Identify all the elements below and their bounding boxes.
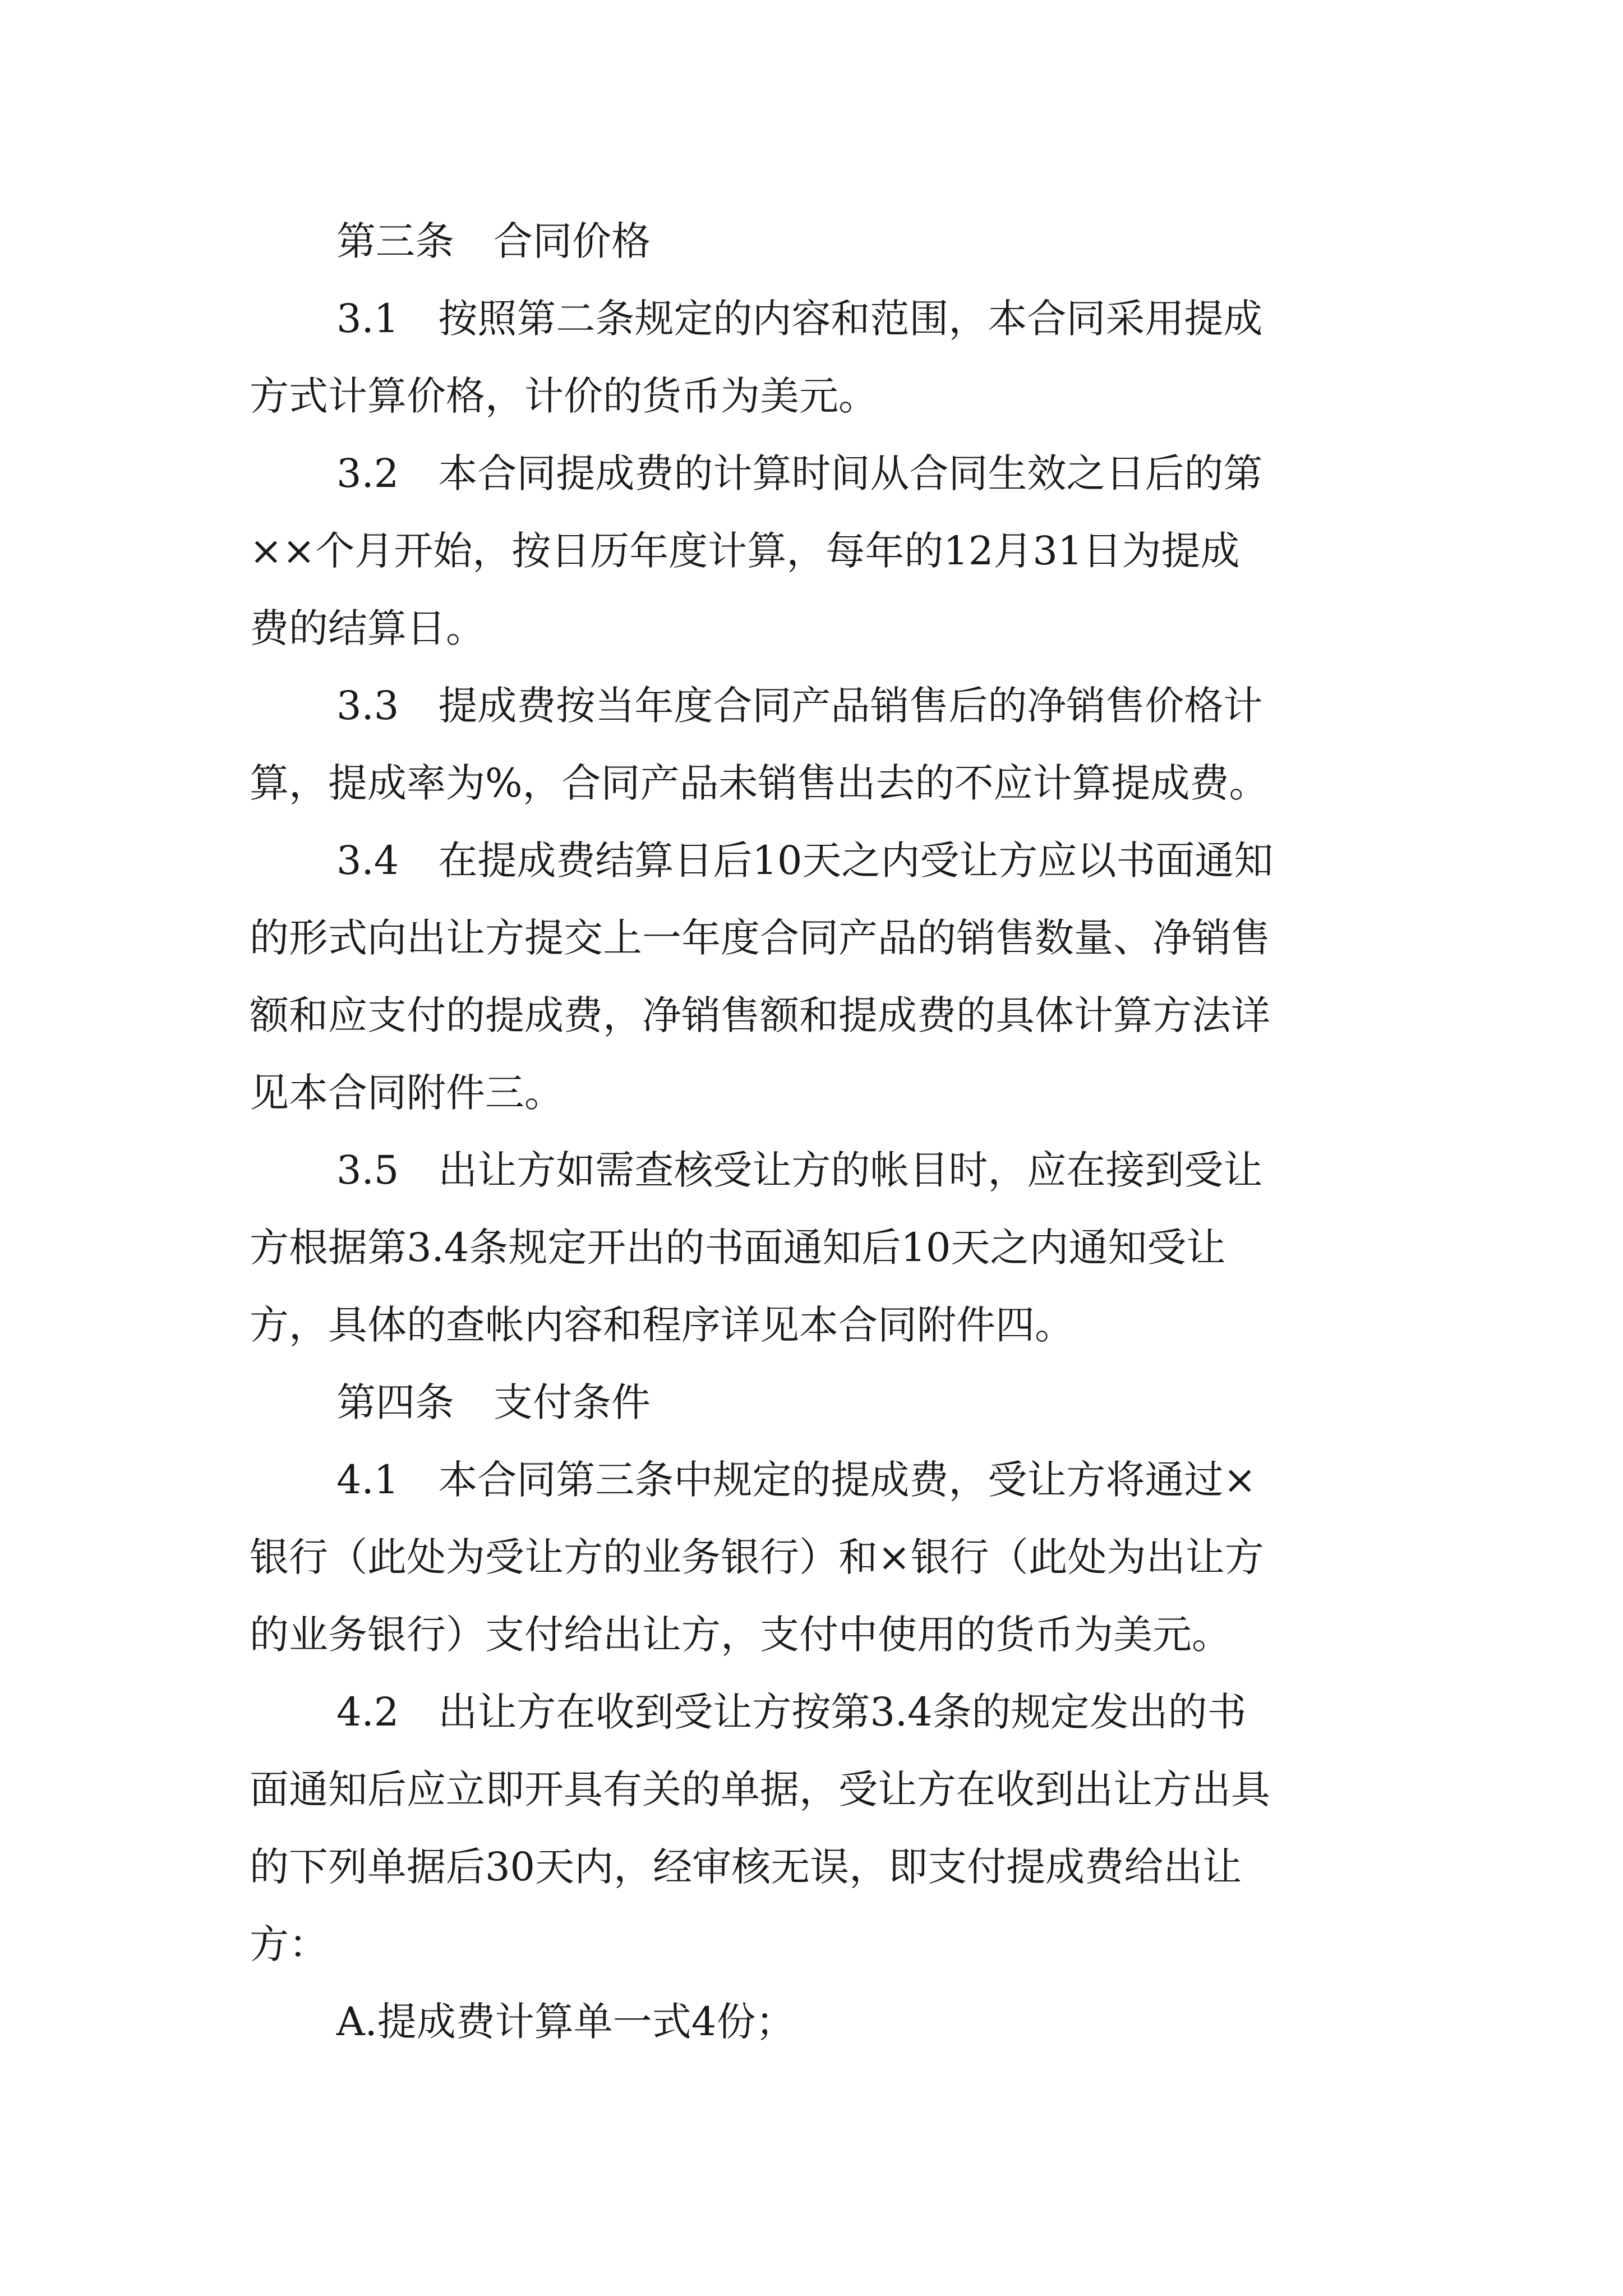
clause-3-5-line-1: 3.5 出让方如需查核受让方的帐目时，应在接到受让	[336, 1147, 1263, 1193]
clause-4-2-line-3: 的下列单据后30天内，经审核无误，即支付提成费给出让	[250, 1844, 1242, 1890]
article-3-heading: 第三条 合同价格	[336, 218, 651, 264]
item-a: A.提成费计算单一式4份；	[336, 1999, 795, 2045]
clause-4-2-line-4: 方：	[250, 1921, 328, 1967]
clause-3-1-line-1: 3.1 按照第二条规定的内容和范围，本合同采用提成	[336, 296, 1263, 342]
clause-3-1-line-2: 方式计算价格，计价的货币为美元。	[250, 373, 878, 419]
clause-3-3-line-1: 3.3 提成费按当年度合同产品销售后的净销售价格计	[336, 683, 1263, 729]
clause-3-3-line-2: 算，提成率为%，合同产品未销售出去的不应计算提成费。	[250, 760, 1269, 806]
clause-3-5-line-2: 方根据第3.4条规定开出的书面通知后10天之内通知受让	[250, 1225, 1226, 1271]
clause-3-2-line-3: 费的结算日。	[250, 605, 485, 651]
clause-4-1-line-1: 4.1 本合同第三条中规定的提成费，受让方将通过×	[336, 1457, 1256, 1503]
clause-3-2-line-1: 3.2 本合同提成费的计算时间从合同生效之日后的第	[336, 450, 1263, 496]
clause-3-4-line-4: 见本合同附件三。	[250, 1070, 564, 1116]
clause-4-1-line-2: 银行（此处为受让方的业务银行）和×银行（此处为出让方	[250, 1534, 1264, 1580]
clause-3-4-line-1: 3.4 在提成费结算日后10天之内受让方应以书面通知	[336, 838, 1274, 884]
clause-3-5-line-3: 方，具体的查帐内容和程序详见本合同附件四。	[250, 1302, 1074, 1348]
clause-4-2-line-1: 4.2 出让方在收到受让方按第3.4条的规定发出的书	[336, 1689, 1247, 1735]
clause-4-2-line-2: 面通知后应立即开具有关的单据，受让方在收到出让方出具	[250, 1766, 1270, 1812]
clause-4-1-line-3: 的业务银行）支付给出让方，支付中使用的货币为美元。	[250, 1612, 1231, 1658]
article-4-heading: 第四条 支付条件	[336, 1379, 651, 1425]
clause-3-4-line-2: 的形式向出让方提交上一年度合同产品的销售数量、净销售	[250, 915, 1270, 961]
clause-3-2-line-2: ××个月开始，按日历年度计算，每年的12月31日为提成	[250, 528, 1240, 574]
clause-3-4-line-3: 额和应支付的提成费，净销售额和提成费的具体计算方法详	[250, 992, 1270, 1038]
